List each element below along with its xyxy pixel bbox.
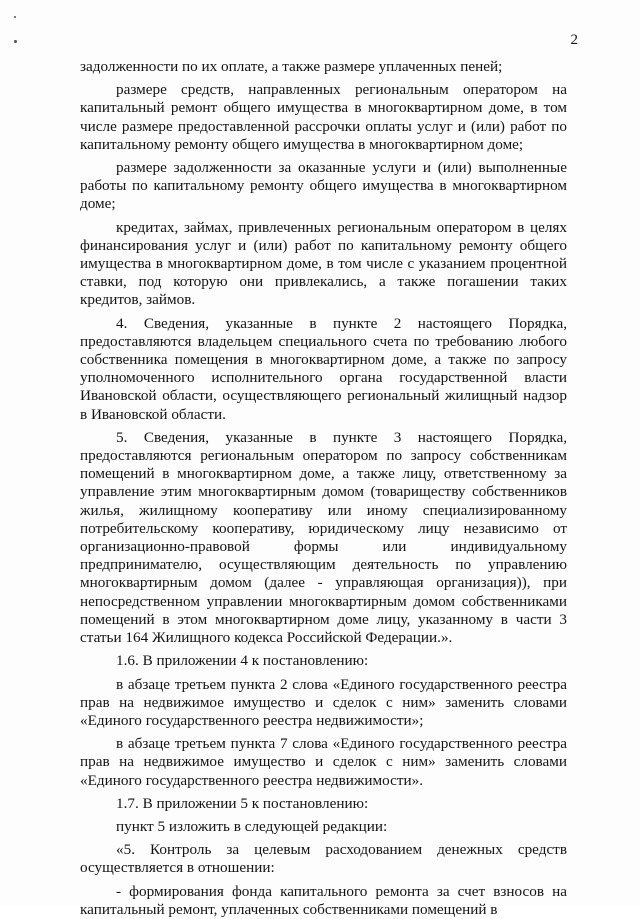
paragraph: 5. Сведения, указанные в пункте 3 настоящего Порядка, предоставляются региональным оператором по запросу собственникам помещений в многоквартирном доме, а также лицу, ответственному за управление этим многоквартирным домом (товариществу собственников жилья, жилищному кооперативу или иному специализированному потребительскому кооперативу, юридическому лицу независимо от организационно-правовой формы или индивидуальному предпринимателю, осуществляющим деятельность по управлению многоквартирным домом (далее - управляющая организация)), при непосредственном управлении многоквартирным домом собственниками помещений в этом многоквартирном доме лицу, указанному в части 3 статьи 164 Жилищного кодекса Российской Федерации.». — [80, 428, 567, 647]
paragraph: размере задолженности за оказанные услуги и (или) выполненные работы по капитальному ремонту общего имущества в многоквартирном доме; — [80, 159, 567, 213]
paragraph: 1.6. В приложении 4 к постановлению: — [116, 652, 369, 670]
page-number: 2 — [570, 32, 578, 48]
paragraph: «5. Контроль за целевым расходованием денежных средств осуществляется в отношении: — [80, 841, 567, 877]
paragraph: кредитах, займах, привлеченных региональным оператором в целях финансирования услуг и (или) работ по капитальному ремонту общего имущества в многоквартирном доме, в том числе с указанием процентной ставки, под которую они привлекались, а также погашении таких кредитов, займов. — [80, 218, 567, 309]
paragraph: 4. Сведения, указанные в пункте 2 настоящего Порядка, предоставляются владельцем специального счета по требованию любого собственника помещения в многоквартирном доме, а также по запросу уполномоченного исполнительного органа государственной власти Ивановской области, осуществляющего региональный жилищный надзор в Ивановской области. — [80, 314, 567, 423]
scan-speck — [14, 40, 17, 43]
scan-speck — [14, 16, 16, 18]
body-text — [80, 58, 567, 919]
paragraph: размере средств, направленных региональным оператором на капитальный ремонт общего имущества в многоквартирном доме, в том числе размере предоставленной рассрочки оплаты услуг и (или) работ по капитальному ремонту общего имущества в многоквартирном доме; — [80, 81, 567, 153]
paragraph: - формирования фонда капитального ремонта за счет взносов на капитальный ремонт, уплаченных собственниками помещений в — [80, 882, 567, 918]
paragraph: пункт 5 изложить в следующей редакции: — [116, 817, 388, 835]
paragraph: в абзаце третьем пункта 7 слова «Единого государственного реестра прав на недвижимое имущество и сделок с ним» заменить словами «Единого государственного реестра недвижимости». — [80, 735, 567, 789]
paragraph: 1.7. В приложении 5 к постановлению: — [116, 794, 369, 812]
paragraph: задолженности по их оплате, а также размере уплаченных пеней; — [80, 58, 503, 75]
paragraph: в абзаце третьем пункта 2 слова «Единого государственного реестра прав на недвижимое имущество и сделок с ним» заменить словами «Единого государственного реестра недвижимости»; — [80, 675, 567, 729]
